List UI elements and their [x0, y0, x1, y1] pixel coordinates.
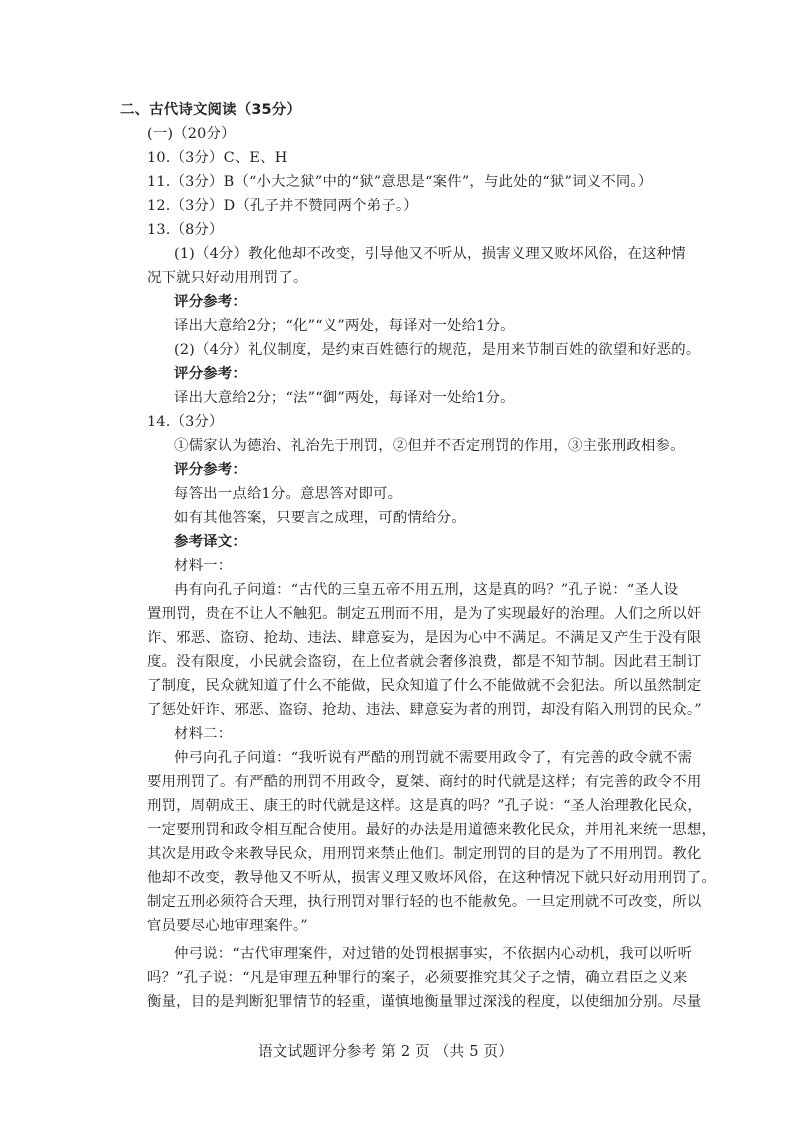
translation-line: 刑罚，周朝成王、康王的时代就是这样。这是真的吗？”孔子说：“圣人治理教化民众， — [147, 798, 702, 814]
translation-line: 其次是用政令来教导民众，用刑罚来禁止他们。制定刑罚的目的是为了不用刑罚。教化 — [147, 846, 702, 862]
scoring-text: 译出大意给2分；“法”“御”两处，每译对一处给1分。 — [174, 390, 515, 406]
translation-line: 衡量，目的是判断犯罪情节的轻重，谨慎地衡量罪过深浅的程度，以使细加分别。尽量 — [147, 994, 702, 1010]
answer-q13-2: (2)（4分）礼仪制度，是约束百姓德行的规范，是用来节制百姓的欲望和好恶的。 — [174, 342, 701, 358]
scoring-text: 译出大意给2分；“化”“义”两处，每译对一处给1分。 — [174, 318, 515, 334]
translation-line: 冉有向孔子问道：“古代的三皇五帝不用五刑，这是真的吗？”孔子说：“圣人设 — [174, 582, 679, 598]
translation-line: 了惩处奸诈、邪恶、盗窃、抢劫、违法、肆意妄为者的刑罚，却没有陷入刑罚的民众。” — [147, 702, 702, 718]
part-heading: (一)（20分） — [147, 126, 236, 142]
section-title: 二、古代诗文阅读（35分） — [120, 102, 301, 118]
translation-line: 他却不改变，教导他又不听从，损害义理又败坏风俗，在这种情况下就只好动用刑罚了。 — [147, 870, 717, 886]
translation-line: 吗？”孔子说：“凡是审理五种罪行的案子，必须要推究其父子之情，确立君臣之义来 — [147, 970, 688, 986]
translation-line: 一定要刑罚和政令相互配合使用。最好的办法是用道德来教化民众，并用礼来统一思想， — [147, 822, 717, 838]
translation-line: 置刑罚，贵在不让人不触犯。制定五刑而不用，是为了实现最好的治理。人们之所以奸 — [147, 606, 702, 622]
answer-q14-heading: 14.（3分） — [147, 414, 224, 430]
page-footer: 语文试题评分参考 第 2 页 （共 5 页） — [258, 1043, 514, 1060]
material-2-label: 材料二： — [174, 726, 233, 742]
translation-line: 仲弓说：“古代审理案件，对过错的处罚根据事实，不依据内心动机，我可以听听 — [174, 946, 693, 962]
answer-q12: 12.（3分）D（孔子并不赞同两个弟子。） — [147, 198, 418, 214]
translation-line: 诈、邪恶、盗窃、抢劫、违法、肆意妄为，是因为心中不满足。不满足又产生于没有限 — [147, 630, 702, 646]
answer-q14: ①儒家认为德治、礼治先于刑罚，②但并不否定刑罚的作用，③主张刑政相参。 — [174, 438, 685, 454]
scoring-text: 每答出一点给1分。意思答对即可。 — [174, 486, 403, 502]
answer-q11: 11.（3分）B（“小大之狱”中的“狱”意思是“案件”，与此处的“狱”词义不同。） — [147, 174, 653, 190]
scoring-label: 评分参考： — [174, 294, 247, 310]
translation-label: 参考译文： — [174, 534, 247, 550]
answer-q10: 10.（3分）C、E、H — [147, 150, 288, 166]
translation-line: 度。没有限度，小民就会盗窃，在上位者就会奢侈浪费，都是不知节制。因此君王制订 — [147, 654, 702, 670]
translation-line: 了制度，民众就知道了什么不能做，民众知道了什么不能做就不会犯法。所以虽然制定 — [147, 678, 702, 694]
answer-q13-1-line: 况下就只好动用刑罚了。 — [147, 270, 308, 286]
scoring-label: 评分参考： — [174, 462, 247, 478]
answer-q13-1-line: (1)（4分）教化他却不改变，引导他又不听从，损害义理又败坏风俗，在这种情 — [174, 246, 686, 262]
translation-line: 仲弓向孔子问道：“我听说有严酷的刑罚就不需要用政令了，有完善的政令就不需 — [174, 750, 693, 766]
translation-line: 制定五刑必须符合天理，执行刑罚对罪行轻的也不能赦免。一旦定刑就不可改变，所以 — [147, 894, 702, 910]
translation-line: 要用刑罚了。有严酷的刑罚不用政令，夏桀、商纣的时代就是这样；有完善的政令不用 — [147, 774, 702, 790]
answer-q13-heading: 13.（8分） — [147, 222, 224, 238]
material-1-label: 材料一： — [174, 558, 233, 574]
scoring-text: 如有其他答案，只要言之成理，可酌情给分。 — [174, 510, 466, 526]
scoring-label: 评分参考： — [174, 366, 247, 382]
translation-line: 官员要尽心地审理案件。” — [147, 918, 308, 934]
